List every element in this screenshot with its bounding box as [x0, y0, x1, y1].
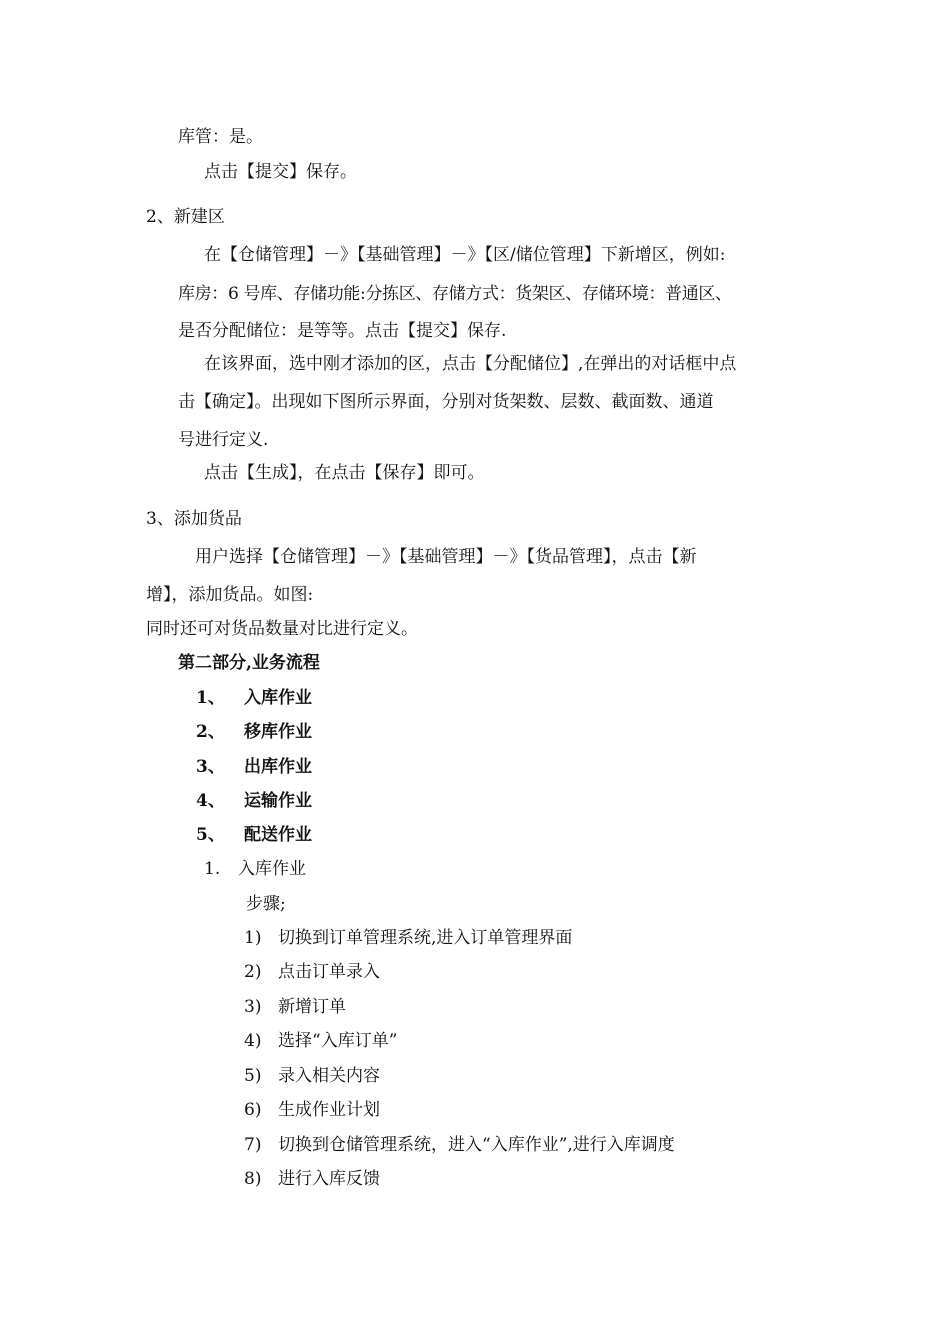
- list-item-label: 出库作业: [244, 757, 312, 777]
- step-item: [244, 927, 572, 949]
- text-line: 在该界面，选中刚才添加的区，点击【分配储位】,在弹出的对话框中点: [204, 354, 737, 374]
- list-item-label: 配送作业: [244, 825, 312, 845]
- step-text: 选择“入库订单”: [278, 1031, 398, 1051]
- step-number: 4): [244, 1031, 262, 1051]
- step-item: [244, 996, 346, 1018]
- list-item: [196, 756, 312, 778]
- step-text: 进行入库反馈: [278, 1169, 380, 1189]
- step-item: [244, 1099, 380, 1121]
- part-title: 第二部分,业务流程: [178, 653, 320, 673]
- text-line: 号进行定义.: [178, 430, 269, 450]
- list-item-number: 5、: [196, 825, 225, 845]
- step-text: 切换到仓储管理系统，进入“入库作业”,进行入库调度: [278, 1135, 675, 1155]
- text-line: 库管：是。: [178, 127, 263, 147]
- step-item: [244, 1030, 397, 1052]
- list-item-number: 3、: [196, 757, 225, 777]
- list-item-number: 2、: [196, 722, 225, 742]
- step-number: 5): [244, 1066, 262, 1086]
- list-item-label: 入库作业: [244, 688, 312, 708]
- section-heading: 3、添加货品: [146, 509, 242, 529]
- step-text: 点击订单录入: [278, 962, 380, 982]
- step-number: 3): [244, 997, 262, 1017]
- text-line: 点击【提交】保存。: [204, 162, 357, 182]
- step-number: 7): [244, 1135, 262, 1155]
- step-item: [244, 1168, 380, 1190]
- text-line: 在【仓储管理】－》【基础管理】－》【区/储位管理】下新增区，例如:: [204, 245, 726, 265]
- step-item: [244, 1134, 675, 1156]
- text-line: 用户选择【仓储管理】－》【基础管理】－》【货品管理】，点击【新: [195, 547, 697, 567]
- step-number: 1): [244, 928, 262, 948]
- list-item: [196, 790, 312, 812]
- step-text: 新增订单: [278, 997, 346, 1017]
- list-item: [196, 824, 312, 846]
- text-line: 同时还可对货品数量对比进行定义。: [146, 619, 418, 639]
- text-line: 增】，添加货品。如图:: [146, 585, 314, 605]
- text-line: 击【确定】。出现如下图所示界面，分别对货架数、层数、截面数、通道: [178, 392, 714, 412]
- subsection-heading: [204, 858, 306, 880]
- step-text: 录入相关内容: [278, 1066, 380, 1086]
- text-line: 是否分配储位：是等等。点击【提交】保存.: [178, 321, 507, 341]
- list-item-number: 4、: [196, 791, 225, 811]
- step-item: [244, 961, 380, 983]
- list-item-label: 移库作业: [244, 722, 312, 742]
- step-text: 生成作业计划: [278, 1100, 380, 1120]
- list-item: [196, 687, 312, 709]
- subsection-number: 1.: [204, 859, 221, 879]
- step-item: [244, 1065, 380, 1087]
- list-item-number: 1、: [196, 688, 225, 708]
- step-number: 6): [244, 1100, 262, 1120]
- list-item-label: 运输作业: [244, 791, 312, 811]
- step-text: 切换到订单管理系统,进入订单管理界面: [278, 928, 573, 948]
- text-line: [178, 283, 732, 305]
- steps-label: 步骤;: [246, 894, 286, 914]
- list-item: [196, 721, 312, 743]
- text-line: 点击【生成】，在点击【保存】即可。: [204, 463, 485, 483]
- text-segment: 库房：6 号库、存储功能:分拣区、存储方式：货架区、存储环境：普通区、: [178, 284, 732, 304]
- step-number: 2): [244, 962, 262, 982]
- subsection-title: 入库作业: [238, 859, 306, 879]
- section-heading: 2、新建区: [146, 207, 225, 227]
- step-number: 8): [244, 1169, 262, 1189]
